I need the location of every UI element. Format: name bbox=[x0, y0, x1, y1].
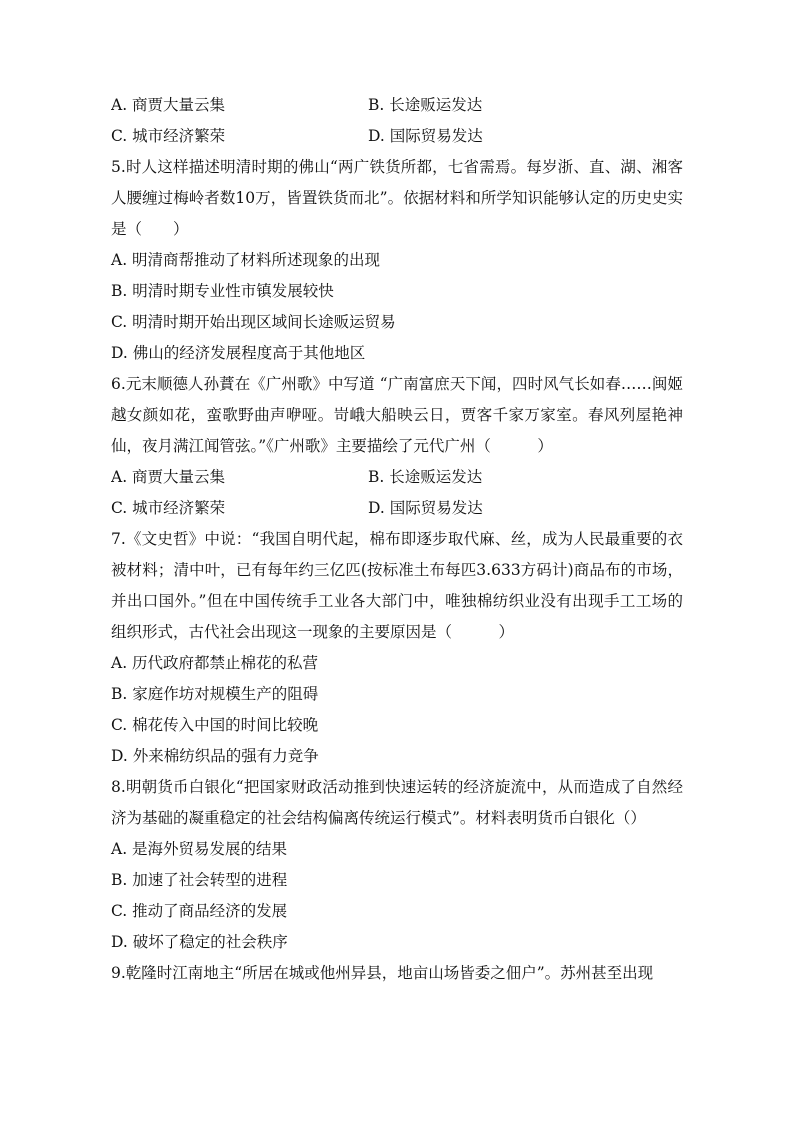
question-7-option-c: C. 棉花传入中国的时间比较晚 bbox=[111, 716, 319, 734]
question-8-option-b: B. 加速了社会转型的进程 bbox=[111, 871, 288, 889]
question-5-option-d: D. 佛山的经济发展程度高于其他地区 bbox=[111, 344, 366, 362]
question-8-option-c: C. 推动了商品经济的发展 bbox=[111, 902, 288, 920]
question-5-option-a: A. 明清商帮推动了材料所述现象的出现 bbox=[111, 251, 381, 269]
question-8-option-d: D. 破坏了稳定的社会秩序 bbox=[111, 933, 288, 951]
option-c: C. 城市经济繁荣 bbox=[111, 127, 226, 145]
option-a: A. 商贾大量云集 bbox=[111, 96, 226, 114]
question-6-stem: 6.元末顺德人孙蕡在《广州歌》中写道 “广南富庶天下闻，四时风气长如春……闽姬越女颜如花，蛮歌野曲声咿哑。岢峨大船映云日，贾客千家万家室。春风列屋艳神仙，夜月满江闻管弦。”《广州歌》主要描绘了元代广州（ ） bbox=[111, 375, 683, 455]
exam-page bbox=[111, 90, 683, 989]
option-row bbox=[111, 121, 683, 152]
question-7-option-d: D. 外来棉纺织品的强有力竞争 bbox=[111, 747, 319, 765]
option-row bbox=[111, 493, 683, 524]
option-b: B. 长途贩运发达 bbox=[368, 96, 483, 114]
question-7-option-a: A. 历代政府都禁止棉花的私营 bbox=[111, 654, 319, 672]
question-8-option-a: A. 是海外贸易发展的结果 bbox=[111, 840, 288, 858]
question-6-option-b: B. 长途贩运发达 bbox=[368, 468, 483, 486]
question-6-option-c: C. 城市经济繁荣 bbox=[111, 499, 226, 517]
question-5-stem: 5.时人这样描述明清时期的佛山“两广铁货所都，七省需焉。每岁浙、直、湖、湘客人腰缠过梅岭者数10万，皆置铁货而北”。依据材料和所学知识能够认定的历史史实是（ ） bbox=[111, 158, 683, 238]
option-row bbox=[111, 90, 683, 121]
question-7-stem: 7.《文史哲》中说：“我国自明代起，棉布即逐步取代麻、丝，成为人民最重要的衣被材料；清中叶，已有每年约三亿匹(按标准土布每匹3.633方码计)商品布的市场，并出口国外。”但在中国传统手工业各大部门中，唯独棉纺织业没有出现手工工场的组织形式，古代社会出现这一现象的主要原因是（ ） bbox=[111, 530, 683, 641]
question-7-option-b: B. 家庭作坊对规模生产的阻碍 bbox=[111, 685, 319, 703]
question-8-stem: 8.明朝货币白银化“把国家财政活动推到快速运转的经济旋流中，从而造成了自然经济为基础的凝重稳定的社会结构偏离传统运行模式”。材料表明货币白银化（） bbox=[111, 778, 683, 827]
question-6-option-a: A. 商贾大量云集 bbox=[111, 468, 226, 486]
question-5-option-c: C. 明清时期开始出现区域间长途贩运贸易 bbox=[111, 313, 396, 331]
question-6-option-d: D. 国际贸易发达 bbox=[368, 499, 483, 517]
question-9-stem: 9.乾隆时江南地主“所居在城或他州异县，地亩山场皆委之佃户”。苏州甚至出现 bbox=[111, 964, 654, 982]
option-row bbox=[111, 462, 683, 493]
option-d: D. 国际贸易发达 bbox=[368, 127, 483, 145]
question-5-option-b: B. 明清时期专业性市镇发展较快 bbox=[111, 282, 334, 300]
